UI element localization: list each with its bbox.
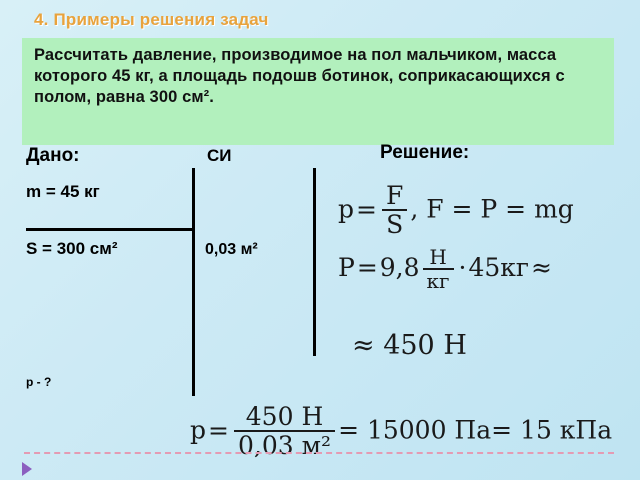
formula2-dot: · bbox=[458, 253, 467, 283]
given-vertical-rule-right bbox=[313, 168, 316, 356]
formula2-lhs: P bbox=[338, 253, 355, 283]
given-find: p - ? bbox=[26, 375, 52, 389]
formula2-equals: = bbox=[356, 253, 378, 283]
formula-weight-calculation bbox=[338, 247, 554, 292]
formula2-mass: 45 bbox=[468, 253, 501, 283]
formula1-tail: , F = P = mg bbox=[410, 194, 574, 224]
formula4-result-kpa: = 15 кПа bbox=[491, 415, 613, 445]
given-area: S = 300 см² bbox=[26, 239, 118, 258]
formula2-mass-unit: кг bbox=[500, 253, 530, 283]
formula4-lhs: p bbox=[190, 415, 207, 445]
given-heading: Дано: bbox=[26, 145, 80, 166]
formula2-approx: ≈ bbox=[531, 253, 552, 283]
formula-pressure-definition bbox=[338, 183, 574, 239]
formula4-result-pa: = 15000 Па bbox=[338, 415, 492, 445]
problem-statement-text: Рассчитать давление, производимое на пол мальчиком, масса которого 45 кг, а площадь подошв ботинок, соприкасающихся с полом, равна 300 см². bbox=[34, 46, 565, 107]
formula2-unit-fraction bbox=[423, 247, 454, 292]
formula1-fraction bbox=[382, 183, 407, 239]
given-area-si: 0,03 м² bbox=[205, 241, 258, 258]
footer-divider bbox=[24, 452, 614, 454]
formula4-equals: = bbox=[208, 415, 229, 445]
si-heading: СИ bbox=[207, 146, 232, 165]
formula4-denominator: 0,03 м² bbox=[234, 430, 335, 460]
formula2-unit-denominator: кг bbox=[423, 268, 454, 292]
given-vertical-rule-left bbox=[192, 168, 195, 396]
given-mass: m = 45 кг bbox=[26, 182, 100, 201]
formula1-denominator: S bbox=[382, 209, 407, 239]
play-triangle-icon[interactable] bbox=[22, 462, 32, 476]
page-title: 4. Примеры решения задач bbox=[34, 10, 269, 29]
formula2-value: 9,8 bbox=[379, 253, 420, 283]
formula2-unit-numerator: Н bbox=[429, 245, 447, 269]
formula1-p: p bbox=[338, 194, 355, 224]
formula1-equals: = bbox=[356, 194, 377, 224]
solution-heading: Решение: bbox=[380, 142, 470, 163]
formula1-numerator: F bbox=[385, 181, 404, 210]
problem-statement-box bbox=[22, 38, 614, 145]
formula4-numerator: 450 Н bbox=[245, 402, 324, 431]
formula-weight-result: ≈ 450 Н bbox=[352, 330, 467, 361]
given-horizontal-rule bbox=[26, 228, 192, 231]
